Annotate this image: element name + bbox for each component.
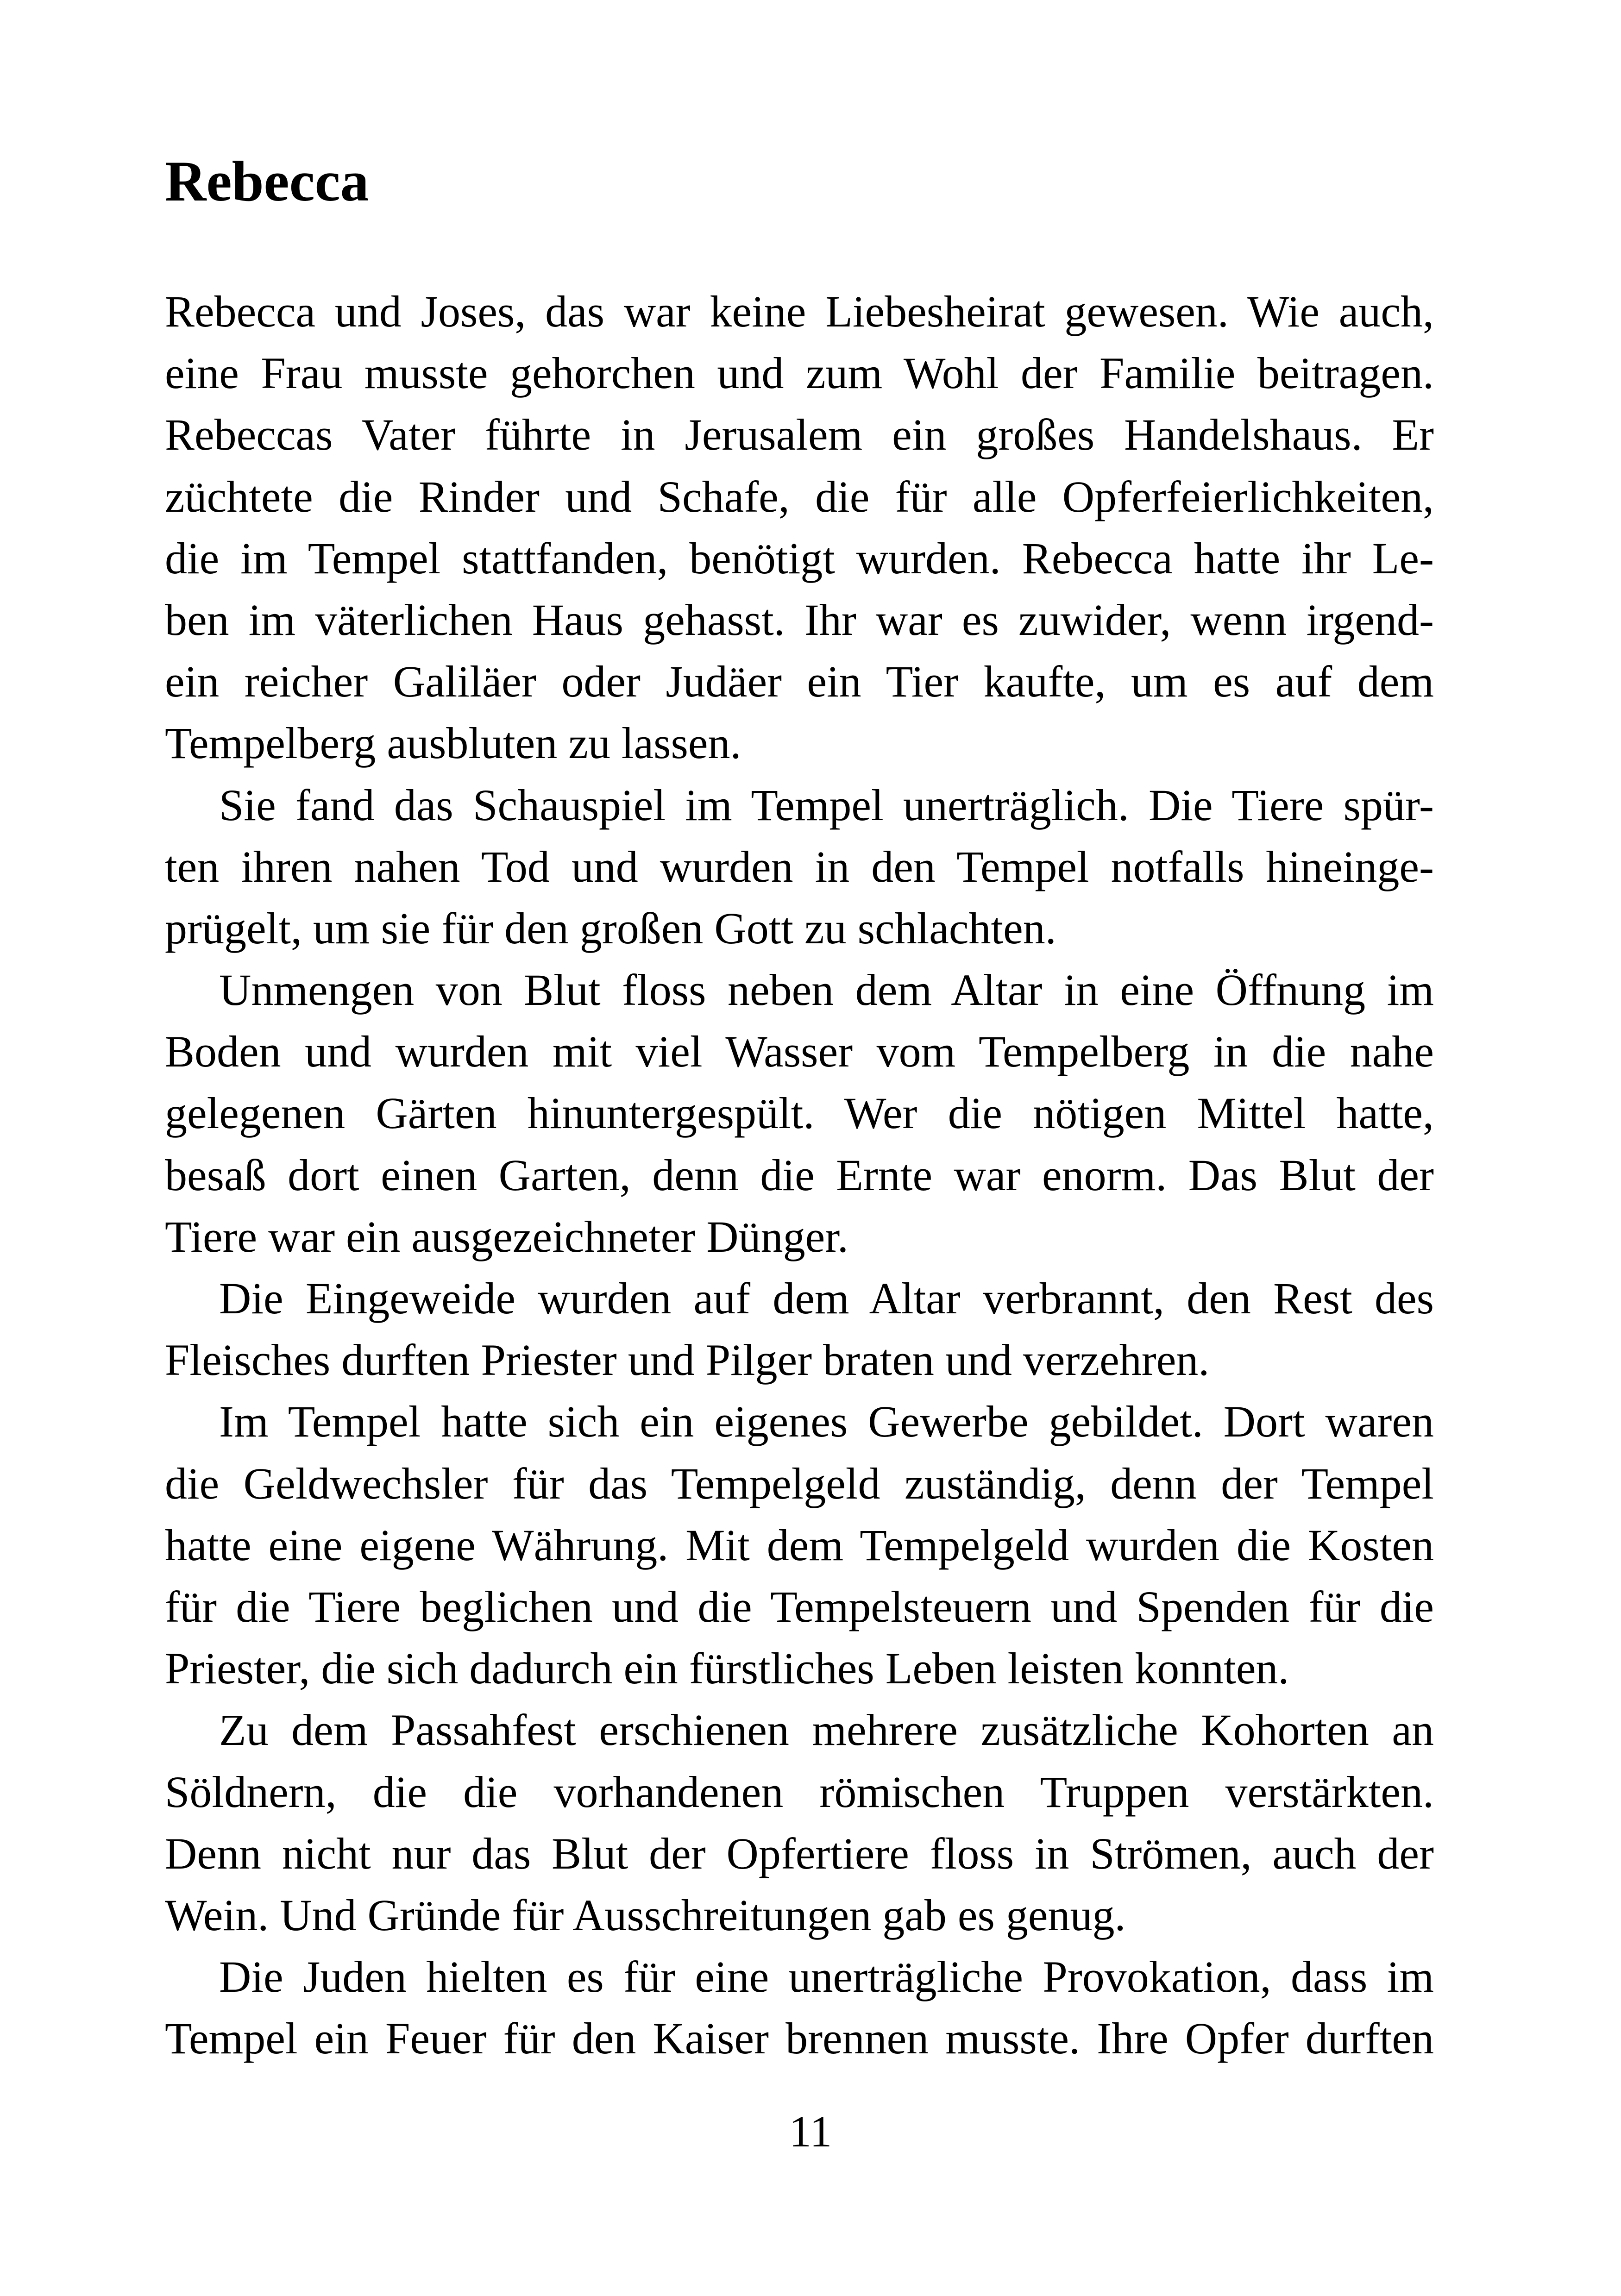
text-line: Die Juden hielten es für eine unerträgliche Provokation, dass im [219, 1952, 1434, 2002]
text-line: Priester, die sich dadurch ein fürstliches Leben leisten konnten. [165, 1644, 1289, 1694]
text-line: Die Eingeweide wurden auf dem Altar verbrannt, den Rest des [219, 1273, 1434, 1323]
text-line: Unmengen von Blut floss neben dem Altar in eine Öffnung im [219, 965, 1434, 1015]
text-line: Sie fand das Schauspiel im Tempel unerträglich. Die Tiere spür- [219, 780, 1434, 830]
text-line: hatte eine eigene Währung. Mit dem Tempelgeld wurden die Kosten [165, 1520, 1434, 1570]
text-line: Tiere war ein ausgezeichneter Dünger. [165, 1211, 848, 1261]
text-line: die im Tempel stattfanden, benötigt wurden. Rebecca hatte ihr Le- [165, 533, 1434, 583]
text-line: Im Tempel hatte sich ein eigenes Gewerbe gebildet. Dort waren [219, 1397, 1434, 1447]
page-number: 11 [789, 2107, 832, 2156]
text-line: Wein. Und Gründe für Ausschreitungen gab es genug. [165, 1890, 1126, 1940]
text-line: züchtete die Rinder und Schafe, die für alle Opferfeierlichkeiten, [165, 471, 1434, 521]
text-line: Rebecca und Joses, das war keine Liebesheirat gewesen. Wie auch, [165, 287, 1434, 336]
text-line: Zu dem Passahfest erschienen mehrere zusätzliche Kohorten an [219, 1705, 1434, 1755]
body-text [165, 281, 1434, 2069]
text-line: prügelt, um sie für den großen Gott zu schlachten. [165, 903, 1056, 953]
chapter-title: Rebecca [165, 150, 369, 213]
text-line: Tempel ein Feuer für den Kaiser brennen musste. Ihre Opfer durften [165, 2014, 1434, 2064]
text-line: die Geldwechsler für das Tempelgeld zuständig, denn der Tempel [165, 1458, 1434, 1508]
text-line: gelegenen Gärten hinuntergespült. Wer die nötigen Mittel hatte, [165, 1088, 1434, 1138]
text-line: Tempelberg ausbluten zu lassen. [165, 718, 741, 768]
text-line: Denn nicht nur das Blut der Opfertiere floss in Strömen, auch der [165, 1828, 1434, 1878]
text-line: besaß dort einen Garten, denn die Ernte war enorm. Das Blut der [165, 1150, 1434, 1200]
text-line: Fleisches durften Priester und Pilger braten und verzehren. [165, 1335, 1210, 1385]
text-line: ben im väterlichen Haus gehasst. Ihr war es zuwider, wenn irgend- [165, 595, 1434, 645]
text-line: eine Frau musste gehorchen und zum Wohl der Familie beitragen. [165, 348, 1434, 398]
text-line: Rebeccas Vater führte in Jerusalem ein großes Handelshaus. Er [165, 410, 1434, 460]
text-line: Boden und wurden mit viel Wasser vom Tempelberg in die nahe [165, 1027, 1434, 1077]
text-line: Söldnern, die die vorhandenen römischen Truppen verstärkten. [165, 1767, 1434, 1817]
text-line: ten ihren nahen Tod und wurden in den Tempel notfalls hineinge- [165, 841, 1434, 891]
text-line: für die Tiere beglichen und die Tempelsteuern und Spenden für die [165, 1581, 1434, 1631]
text-line: ein reicher Galiläer oder Judäer ein Tier kaufte, um es auf dem [165, 657, 1434, 707]
